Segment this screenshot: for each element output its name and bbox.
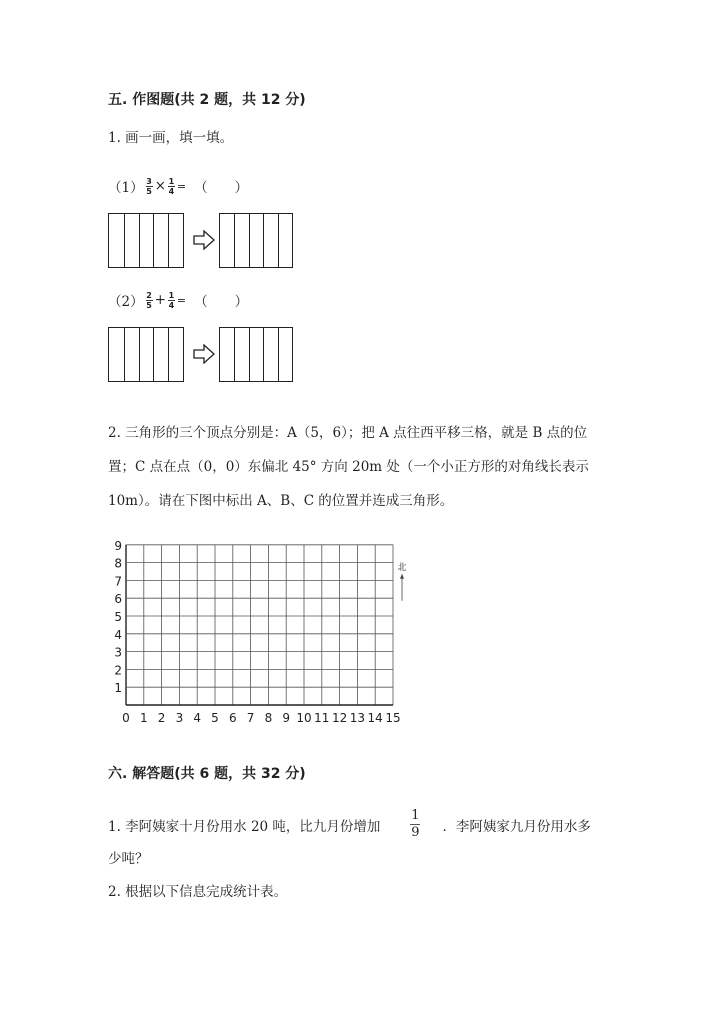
x-tick-label: 3 [175,711,184,725]
y-tick-label: 6 [114,592,122,607]
section-6-heading: 六. 解答题(共 6 题，共 32 分) [108,766,306,782]
question-2-line-1: 2. 三角形的三个顶点分别是：A（5，6）；把 A 点往西平移三格，就是 B 点的位 [108,425,588,441]
x-tick-label: 2 [157,711,166,725]
y-tick-label: 8 [114,556,122,571]
y-tick-label: 7 [114,574,122,589]
y-tick-label: 1 [114,681,122,696]
x-tick-label: 12 [331,711,348,725]
x-tick-label: 13 [349,711,366,725]
solve-question-1-text-after: ．李阿姨家九月份用水多 [442,818,591,835]
part-1-answer-rectangle[interactable] [219,213,293,268]
part-2-source-rectangle [108,327,184,382]
answer-blank[interactable]: （ ） [194,180,249,196]
part-1-source-rectangle [108,213,184,268]
solve-question-1-line-2: 少吨？ [108,851,149,867]
multiply-sign: × [154,178,166,194]
question-1-prompt: 1. 画一画，填一填。 [108,130,234,146]
north-label: 北 [397,562,407,573]
section-5-heading: 五. 作图题(共 2 题，共 12 分) [108,92,306,108]
x-tick-label: 15 [385,711,401,725]
y-tick-label: 2 [114,663,122,678]
question-2-line-3: 10m）。请在下图中标出 A、B、C 的位置并连成三角形。 [108,493,454,509]
plus-sign: + [154,292,166,308]
fraction-one-ninth: 1 9 [411,808,420,840]
coordinate-grid[interactable] [112,535,412,730]
y-tick-label: 4 [114,627,122,642]
right-arrow-icon [193,230,215,250]
x-tick-label: 6 [228,711,237,725]
x-tick-label: 0 [122,711,130,725]
question-2-line-2: 置；C 点在点（0，0）东偏北 45° 方向 20m 处（一个小正方形的对角线长表示 [108,459,589,475]
x-tick-label: 5 [211,711,219,725]
fraction-three-fifths: $\frac{3}{5}$ [146,176,152,196]
fraction-two-fifths: $\frac{2}{5}$ [146,290,152,310]
north-arrowhead-icon [400,574,404,579]
x-tick-label: 9 [282,711,291,725]
x-tick-label: 11 [314,711,330,725]
x-tick-label: 14 [367,711,383,725]
equals-sign-2: = [176,293,187,307]
x-tick-label: 4 [193,711,202,725]
solve-question-1-text-before: 1. 李阿姨家十月份用水 20 吨，比九月份增加 [108,818,381,835]
x-tick-label: 8 [264,711,273,725]
right-arrow-icon-2 [193,344,215,364]
solve-question-1-line-1 [108,808,591,841]
y-tick-label: 5 [114,610,122,624]
x-tick-label: 10 [296,711,312,725]
fraction-one-fourth: $\frac{1}{4}$ [168,176,175,196]
x-tick-label: 1 [139,711,148,725]
part-1-label: （1） [108,180,144,196]
part-2-label: （2） [108,294,144,310]
fraction-one-fourth-2: $\frac{1}{4}$ [168,290,175,310]
answer-blank-2[interactable]: （ ） [194,294,249,310]
y-tick-label: 3 [114,645,122,660]
solve-question-2: 2. 根据以下信息完成统计表。 [108,884,288,900]
x-tick-label: 7 [246,711,255,725]
equals-sign: = [176,179,187,193]
y-tick-label: 9 [114,538,122,553]
part-2-expression [108,290,248,310]
part-2-answer-rectangle[interactable] [219,327,293,382]
part-1-expression [108,176,248,196]
